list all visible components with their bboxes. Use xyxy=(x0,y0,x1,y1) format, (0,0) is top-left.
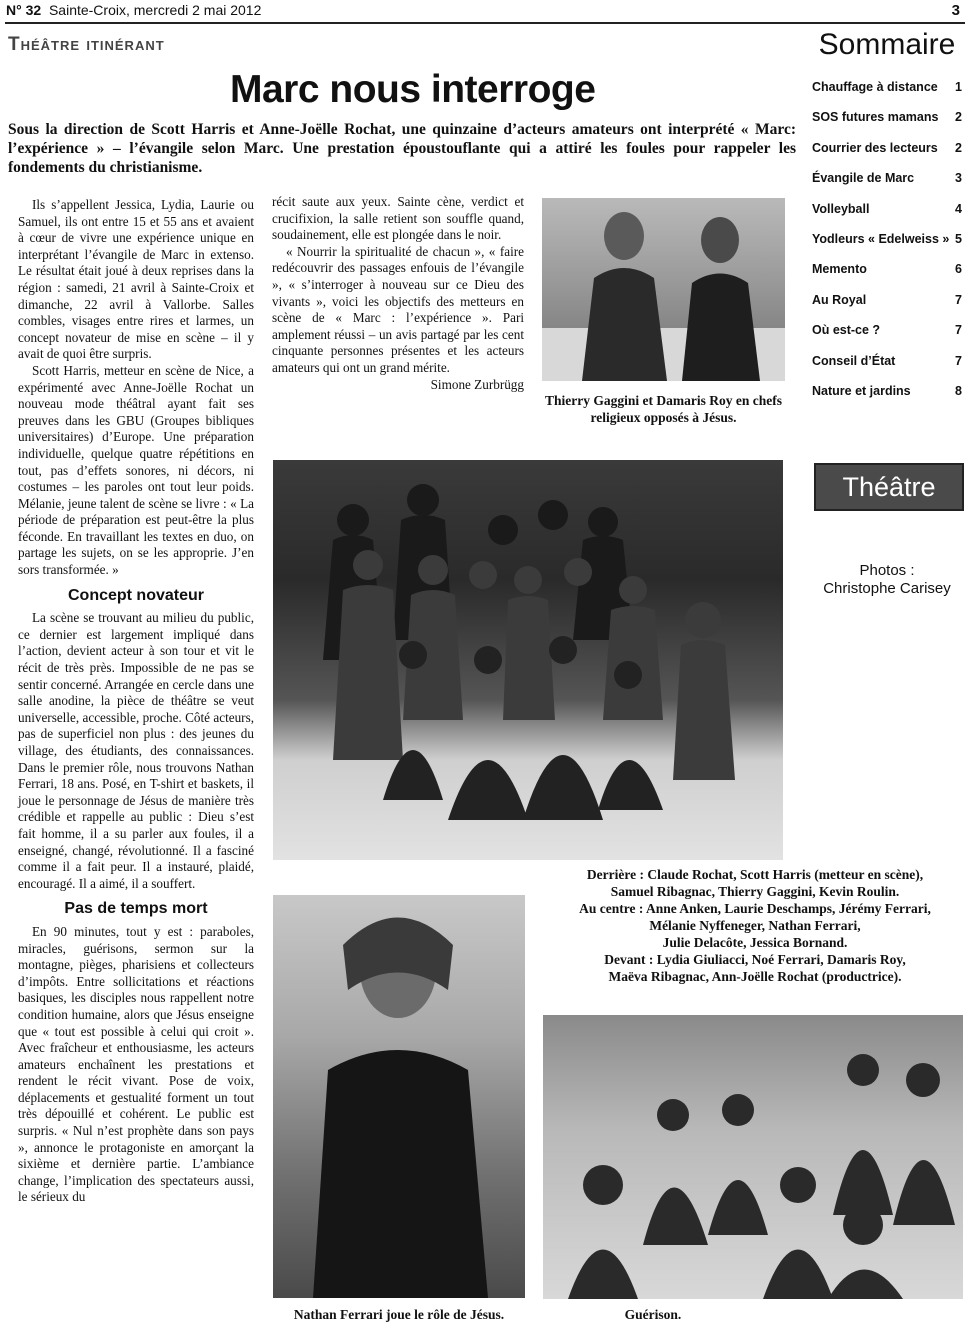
sommaire-item-page: 2 xyxy=(955,140,962,155)
sommaire-item-page: 4 xyxy=(955,201,962,216)
sommaire-item-label: Où est-ce ? xyxy=(812,323,881,338)
sommaire-item-page: 3 xyxy=(955,171,962,186)
sommaire-item[interactable] xyxy=(812,80,962,110)
sommaire-item[interactable] xyxy=(812,323,962,353)
sommaire-item[interactable] xyxy=(812,202,962,232)
photo1-caption: Thierry Gaggini et Damaris Roy en chefs religieux opposés à Jésus. xyxy=(545,393,782,425)
caption-line: Julie Delacôte, Jessica Bornand. xyxy=(662,935,848,950)
sommaire-item-page: 7 xyxy=(955,353,962,368)
page-header xyxy=(6,2,261,18)
sommaire-item[interactable] xyxy=(812,110,962,140)
group-photo-caption xyxy=(540,866,970,985)
photo-credit xyxy=(812,562,962,598)
caption-line: Mélanie Nyffeneger, Nathan Ferrari, xyxy=(649,918,861,933)
sommaire-list xyxy=(812,80,962,414)
section-rubric: Théâtre itinérant xyxy=(8,34,165,55)
place-date: Sainte-Croix, mercredi 2 mai 2012 xyxy=(48,2,262,18)
sommaire-item-label: Évangile de Marc xyxy=(812,171,915,186)
photo-nathan-jesus xyxy=(273,895,525,1298)
sommaire-item[interactable] xyxy=(812,232,962,262)
photo-silhouettes xyxy=(542,198,785,381)
page-number: 3 xyxy=(951,2,960,19)
paragraph: Ils s’appellent Jessica, Lydia, Laurie ou Samuel, ils ont entre 15 et 55 ans et avaient à cœur de vivre une expérience unique en interprétant l’évangile de Marc in extenso. Le résultat était joué à deux reprises dans la région : samedi, 21 avril à Sainte-Croix et dimanche, 22 avril à Vallorbe. Salles combles, visages entre rires et larmes, un concept novateur de mise en scène – il y avait de quoi être surpris. xyxy=(18,197,254,362)
photo-credit-label: Photos : xyxy=(859,562,915,579)
caption-line: Derrière : Claude Rochat, Scott Harris (metteur en scène), xyxy=(586,867,924,882)
subheading: Pas de temps mort xyxy=(64,900,208,918)
caption-line: Samuel Ribagnac, Thierry Gaggini, Kevin Roulin. xyxy=(610,884,900,899)
sommaire-item-label: Au Royal xyxy=(812,292,867,307)
sommaire-item-label: SOS futures mamans xyxy=(812,110,939,125)
photo-silhouettes xyxy=(543,1015,963,1299)
sommaire-item[interactable] xyxy=(812,293,962,323)
sommaire-item-label: Volleyball xyxy=(812,201,870,216)
article-column-1 xyxy=(18,197,254,1206)
photo-group-cast xyxy=(273,460,783,860)
sommaire-item-label: Memento xyxy=(812,262,867,277)
sommaire-item-label: Nature et jardins xyxy=(812,383,911,398)
photo-religious-leaders xyxy=(542,198,785,381)
paragraph: récit saute aux yeux. Sainte cène, verdict et crucifixion, la salle retient son souffle quand, soudainement, elle est plongée dans le noir. xyxy=(272,194,524,243)
caption-line: Devant : Lydia Giuliacci, Noé Ferrari, Damaris Roy, xyxy=(604,952,906,967)
article-lead: Sous la direction de Scott Harris et Anne-Joëlle Rochat, une quinzaine d’acteurs amateurs ont interprété « Marc: l’expérience » – l’évangile selon Marc. Une prestation époustouflante qui a attiré les foules pour rappeler les fondements du christianisme. xyxy=(8,121,796,176)
sommaire-item[interactable] xyxy=(812,354,962,384)
sommaire-item-page: 8 xyxy=(955,383,962,398)
paragraph: « Nourrir la spiritualité de chacun », « faire redécouvrir des passages enfouis de l’évangile », « s’interroger à nouveau sur ce Dieu des vivants », voici les objectifs des metteurs en scène de « Marc : l’expérience ». Pari amplement réussi – un avis partagé par les cent cinquante personnes présentes et les acteurs amateurs qui ont un grand mérite. xyxy=(272,243,524,375)
sommaire-item-page: 7 xyxy=(955,292,962,307)
sommaire-item-label: Chauffage à distance xyxy=(812,80,938,94)
subheading: Concept novateur xyxy=(67,586,204,604)
sommaire-item[interactable] xyxy=(812,141,962,171)
article-title: Marc nous interroge xyxy=(230,68,596,111)
paragraph: En 90 minutes, tout y est : paraboles, miracles, guérisons, sermon sur la montagne, pièges, pharisiens et collecteurs d’impôts. Entre sollicitations et réactions basiques, les disciples nous rappellent notre condition humaine, alors que Jésus enseigne que « tout est possible à celui qui croit ». Avec fraîcheur et enthousiasme, les acteurs amateurs enchaînent les prestations et rendent le récit vivant. Pose de voix, déplacements et gestualité forment un tout très dépouillé et cohérent. Le public est surpris. « Nul n’est prophète dans son pays », annonce le protagoniste en amorçant la sixième et dernière partie. L’ambiance change, l’implication des spectateurs aussi, le sérieux du xyxy=(18,923,254,1205)
sommaire-item-page: 5 xyxy=(955,231,962,246)
sommaire-title: Sommaire xyxy=(818,28,956,61)
paragraph: Scott Harris, metteur en scène de Nice, a expérimenté avec Anne-Joëlle Rochat un nouveau mode théâtral ayant fait ses preuves dans les GBU (Groupes bibliques universitaires) d’Europe. Une préparation individuelle, quelque quatre répétitions en tout, pas d’effets sonores, ni décors, ni costumes – les paroles ont tout leur poids. Mélanie, jeune talent de scène se livre : « La période de préparation est peut-être la plus féconde. En travaillant les textes en duo, on partage les sujets, on se les approprie. J’en sors transformée. » xyxy=(18,362,254,578)
photo4-caption: Guérison. xyxy=(624,1307,682,1322)
caption-line: Au centre : Anne Anken, Laurie Deschamps, Jérémy Ferrari, xyxy=(579,901,931,916)
sommaire-item-page: 7 xyxy=(955,323,962,338)
sommaire-item[interactable] xyxy=(812,171,962,201)
caption-line: Maëva Ribagnac, Ann-Joëlle Rochat (productrice). xyxy=(608,969,902,984)
photo3-caption: Nathan Ferrari joue le rôle de Jésus. xyxy=(293,1307,505,1322)
photo-silhouette xyxy=(273,895,525,1298)
author-signature: Simone Zurbrügg xyxy=(430,376,524,392)
header-rule xyxy=(5,22,965,24)
sommaire-item-page: 2 xyxy=(955,110,962,125)
sommaire-item[interactable] xyxy=(812,384,962,414)
sommaire-item-label: Courrier des lecteurs xyxy=(812,140,938,155)
photo-silhouettes xyxy=(273,460,783,860)
photo-healing xyxy=(543,1015,963,1299)
issue-number: N° 32 xyxy=(6,2,42,18)
article-column-2 xyxy=(272,194,524,393)
sommaire-item-label: Conseil d’État xyxy=(812,353,896,368)
sommaire-item-page: 6 xyxy=(955,262,962,277)
photo-credit-name: Christophe Carisey xyxy=(823,580,951,597)
section-badge: Théâtre xyxy=(814,463,964,511)
paragraph: La scène se trouvant au milieu du public, ce dernier est largement impliqué dans l’action, devient acteur à son tour et vit le récit de très près. Impossible de ne pas se sentir concerné. Arrangée en cercle dans une salle anodine, la pièce de théâtre se veut universelle, accessible, proche. Côté acteurs, pas de superficiel non plus : des jeunes du village, des étudiants, des connaissances. Dans le premier rôle, nous trouvons Nathan Ferrari, 18 ans. Posé, en T-shirt et baskets, il joue le personnage de Jésus de manière très crédible et rappelle au public : Dieu s’est fait homme, il a su parler aux foules, il a enseigné, changé, révolutionné. Il a fasciné comme il a fait peur. Il a instauré, plaidé, encouragé. Il a aimé, il a souffert. xyxy=(18,610,254,891)
sommaire-item[interactable] xyxy=(812,262,962,292)
sommaire-item-page: 1 xyxy=(955,80,962,94)
sommaire-item-label: Yodleurs « Edelweiss » xyxy=(812,231,950,246)
